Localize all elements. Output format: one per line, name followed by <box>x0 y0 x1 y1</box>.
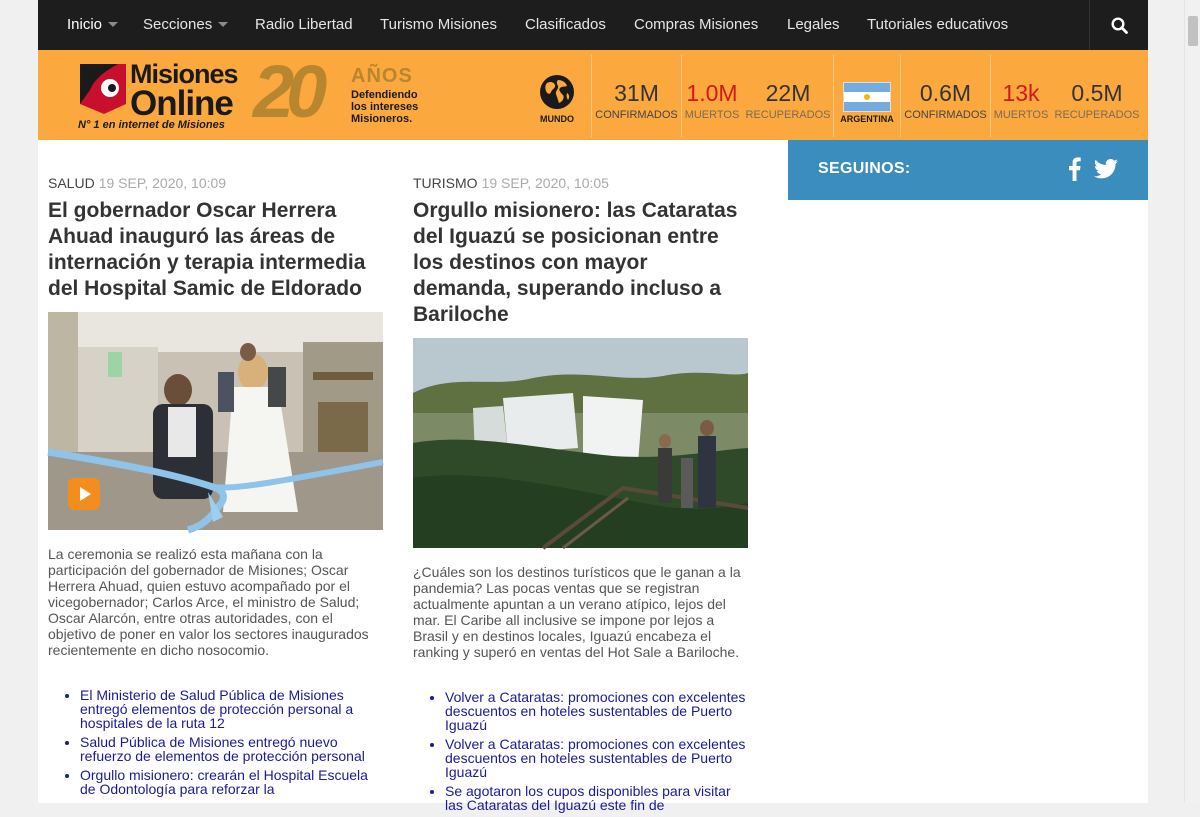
nav-item-secciones[interactable] <box>143 0 228 50</box>
stat-divider <box>833 55 834 137</box>
play-video-button[interactable] <box>68 478 100 510</box>
related-link[interactable] <box>445 784 748 812</box>
related-link[interactable] <box>445 737 748 779</box>
related-link[interactable] <box>80 688 383 730</box>
stat-divider <box>681 55 682 137</box>
stat-divider <box>900 55 901 137</box>
article-meta <box>48 175 226 191</box>
nav-item-inicio[interactable] <box>67 0 118 50</box>
page-scrollbar[interactable] <box>1184 0 1200 803</box>
facebook-icon[interactable] <box>1066 157 1082 181</box>
anniversary-line2: los intereses <box>351 101 419 113</box>
stat-label: MUERTOS <box>684 109 740 121</box>
related-link[interactable] <box>80 768 383 796</box>
stat-value: 13k <box>1002 80 1040 106</box>
stat-label: RECUPERADOS <box>1054 109 1140 121</box>
twitter-icon[interactable] <box>1094 159 1118 179</box>
article-title-link[interactable]: Orgullo misionero: las Cataratas del Iguazú se posicionan entre los destinos con mayor demanda, superando incluso a Bariloche <box>413 199 738 326</box>
article-title-link[interactable]: El gobernador Oscar Herrera Ahuad inauguró las áreas de internación y terapia intermedia del Hospital Samic de Eldorado <box>48 199 366 300</box>
logo-tagline: N° 1 en internet de Misiones <box>78 119 225 131</box>
nav-item-label: Inicio <box>67 16 103 33</box>
article-date: 19 SEP, 2020, 10:05 <box>481 175 609 191</box>
main-content <box>38 140 1148 813</box>
article-excerpt: La ceremonia se realizó esta mañana con la participación del gobernador de Misiones; Oscar Herrera Ahuad, quien estuvo acompañado por el vicegobernador; Carlos Arce, el ministro de Salud; Oscar Alarcón, entre otras autoridades, con el objetivo de poner en valor los sectores inaugurados recientemente en dicho nosocomio. <box>48 546 369 658</box>
anniversary-number: 20 <box>253 50 320 133</box>
stat-value: 0.5M <box>1071 80 1123 106</box>
related-link-label: Salud Pública de Misiones entregó nuevo refuerzo de elementos de protección personal <box>80 734 365 764</box>
related-link[interactable] <box>445 690 748 732</box>
follow-us-label: SEGUINOS: <box>818 160 911 177</box>
scrollbar-thumb[interactable] <box>1188 16 1198 46</box>
site-header <box>38 50 1148 140</box>
flag-stripe <box>844 102 890 111</box>
related-link-label: El Ministerio de Salud Pública de Misiones entregó elementos de protección personal a hospitales de la ruta 12 <box>80 687 354 731</box>
region-label-world: MUNDO <box>540 114 574 124</box>
region-label-argentina: ARGENTINA <box>840 114 894 124</box>
stat-argentina-confirmed <box>902 80 989 122</box>
related-link-label: Orgullo misionero: crearán el Hospital Escuela de Odontología para reforzar la <box>80 767 368 797</box>
nav-item-tutoriales-educativos[interactable]: Tutoriales educativos <box>867 16 1009 33</box>
stat-label: CONFIRMADOS <box>904 109 987 121</box>
article-category-link[interactable]: TURISMO <box>413 175 478 191</box>
anniversary-badge <box>253 50 433 133</box>
stat-argentina-recovered <box>1052 80 1142 122</box>
argentina-flag-icon <box>843 82 891 112</box>
stat-value: 22M <box>765 80 811 106</box>
stat-value: 0.6M <box>919 80 972 106</box>
stat-label: CONFIRMADOS <box>595 109 678 121</box>
stat-label: RECUPERADOS <box>745 109 831 121</box>
search-icon <box>1111 17 1128 34</box>
logo-mark-icon <box>78 60 128 118</box>
article-image[interactable] <box>48 312 383 530</box>
article-excerpt: ¿Cuáles son los destinos turísticos que le ganan a la pandemia? Las pocas ventas que se registran actualmente apuntan a un verano atípico, lejos del mar. El Caribe all inclusive se impone por lejos a Brasil y en destinos locales, Iguazú encabeza el ranking y superó en ventas del Hot Sale a Bariloche. <box>413 564 741 660</box>
chevron-down-icon <box>218 22 228 27</box>
nav-item-label: Secciones <box>143 16 213 33</box>
anniversary-line3: Misioneros. <box>351 113 413 125</box>
nav-item-turismo-misiones[interactable]: Turismo Misiones <box>380 16 497 33</box>
follow-us-box <box>788 140 1148 200</box>
related-link-label: Se agotaron los cupos disponibles para visitar las Cataratas del Iguazú este fin de <box>445 783 731 813</box>
article-image[interactable] <box>413 338 748 548</box>
related-links-list <box>413 690 748 817</box>
logo-name-line1: Misiones <box>130 59 238 89</box>
site-logo[interactable] <box>78 58 238 133</box>
stat-world-deaths <box>683 80 741 122</box>
play-icon <box>68 478 100 510</box>
stat-argentina-deaths <box>992 80 1050 122</box>
stat-world-confirmed <box>593 80 680 122</box>
globe-icon <box>539 74 575 110</box>
related-links-list <box>48 688 383 801</box>
nav-item-clasificados[interactable]: Clasificados <box>525 16 606 33</box>
stat-value: 31M <box>614 80 659 106</box>
stat-label: MUERTOS <box>993 109 1049 121</box>
search-button[interactable] <box>1090 0 1148 50</box>
logo-name-line2: Online <box>130 84 233 123</box>
related-link[interactable] <box>80 735 383 763</box>
stat-world-recovered <box>743 80 833 122</box>
related-link-label: Volver a Cataratas: promociones con excelentes descuentos en hoteles sustentables de Puerto Iguazú <box>445 689 746 733</box>
top-navbar <box>38 0 1148 50</box>
nav-item-radio-libertad[interactable]: Radio Libertad <box>255 16 353 33</box>
flag-sun-icon <box>864 94 870 100</box>
iguazu-falls-photo <box>413 338 748 548</box>
anniversary-word: AÑOS <box>351 65 413 87</box>
stat-divider <box>990 55 991 137</box>
stat-value: 1.0M <box>686 80 738 106</box>
article-date: 19 SEP, 2020, 10:09 <box>98 175 227 191</box>
stat-divider <box>591 55 592 137</box>
article-meta <box>413 175 609 191</box>
chevron-down-icon <box>108 22 118 27</box>
nav-item-legales[interactable]: Legales <box>787 16 840 33</box>
flag-stripe <box>844 83 890 92</box>
anniversary-line1: Defendiendo <box>351 89 418 101</box>
article-category-link[interactable]: SALUD <box>48 175 95 191</box>
related-link-label: Volver a Cataratas: promociones con excelentes descuentos en hoteles sustentables de Puerto Iguazú <box>445 736 746 780</box>
nav-item-compras-misiones[interactable]: Compras Misiones <box>634 16 759 33</box>
